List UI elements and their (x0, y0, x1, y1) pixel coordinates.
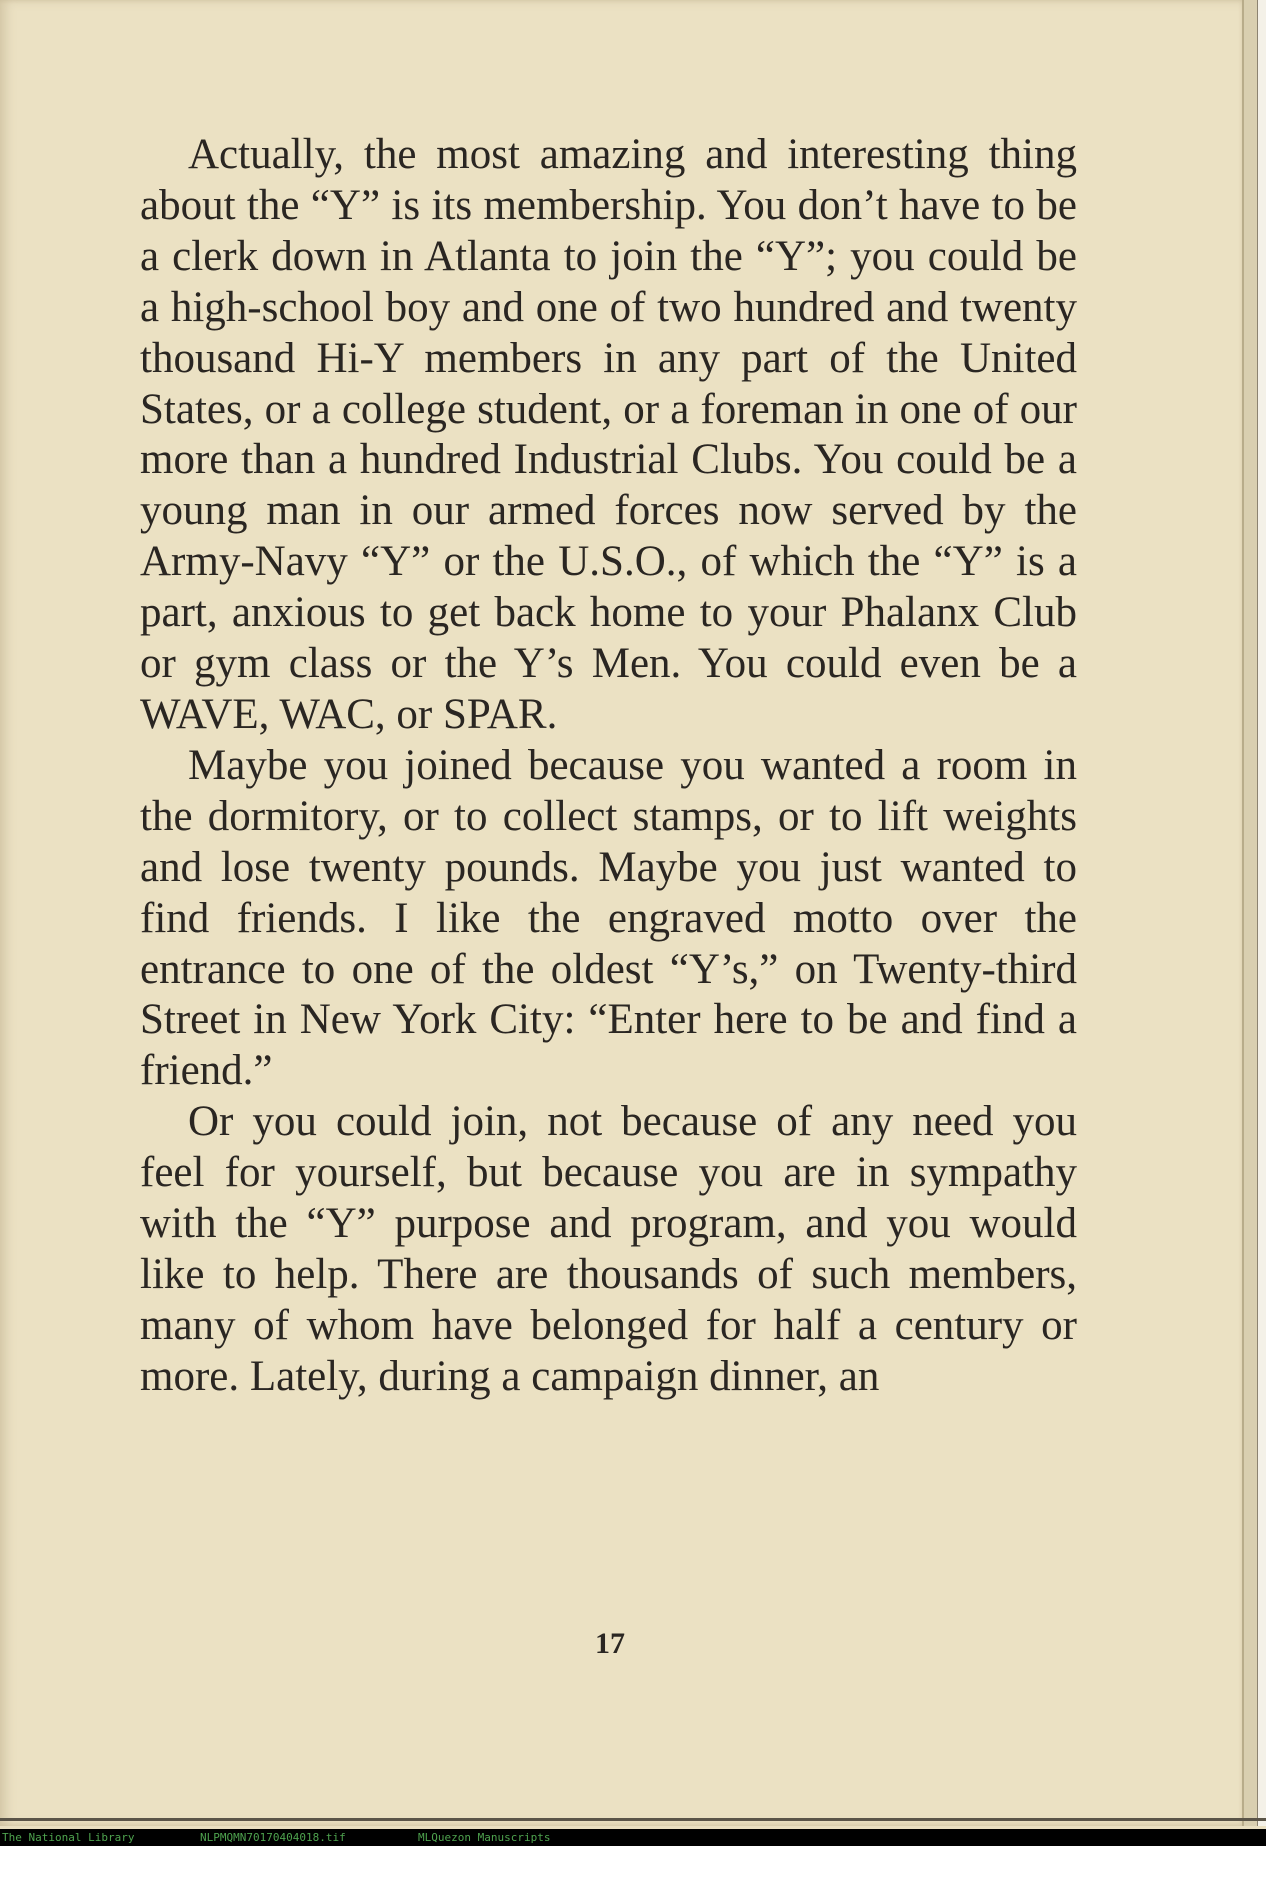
page-edge-shadow (1242, 0, 1258, 1826)
paragraph-2: Maybe you joined because you wanted a room in the dormitory, or to collect stamps, or to lift weights and lose twenty pounds. Maybe you just wanted to find friends. I like the engraved motto over the entrance to one of the oldest “Y’s,” on Twenty-third Street in New York City: “Enter here to be and find a friend.” (140, 741, 1077, 1095)
footer-collection: MLQuezon Manuscripts (418, 1831, 551, 1844)
scan-footer-bar (0, 1829, 1266, 1846)
bottom-divider (0, 1818, 1266, 1821)
body-text (140, 130, 1077, 1403)
page-edge (1257, 0, 1266, 1826)
footer-filename: NLPMQMN70170404018.tif (200, 1831, 346, 1844)
paragraph-3: Or you could join, not because of any need you feel for yourself, but because you are in sympathy with the “Y” purpose and program, and you would like to help. There are thousands of such members, many of whom have belonged for half a century or more. Lately, during a campaign dinner, an (140, 1098, 1077, 1400)
footer-library: The National Library (2, 1831, 135, 1844)
paragraph-1: Actually, the most amazing and interesting thing about the “Y” is its membership. You don’t have to be a clerk down in Atlanta to join the “Y”; you could be a high-school boy and one of two hundred and twenty thousand Hi-Y members in any part of the United States, or a college student, or a foreman in one of our more than a hundred Industrial Clubs. You could be a young man in our armed forces now served by the Army-Navy “Y” or the U.S.O., of which the “Y” is a part, anxious to get back home to your Phalanx Club or gym class or the Y’s Men. You could even be a WAVE, WAC, or SPAR. (140, 131, 1077, 738)
page-number: 17 (595, 1627, 625, 1660)
